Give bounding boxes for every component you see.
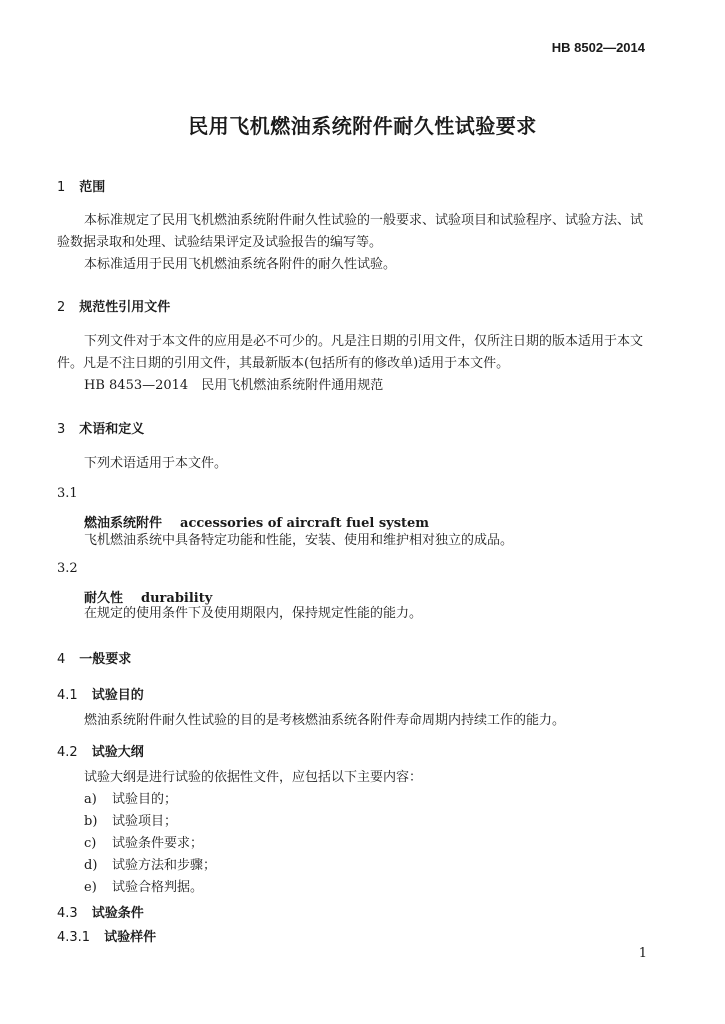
- term-english: durability: [141, 591, 213, 606]
- list-text: 试验目的；: [112, 792, 178, 807]
- section-number: 2: [57, 300, 66, 315]
- term-number: 3.1: [57, 486, 78, 501]
- term-number: 3.2: [57, 561, 78, 576]
- subsection-4-3-1-heading: [57, 926, 156, 945]
- paragraph: 下列术语适用于本文件。: [84, 456, 228, 471]
- section-4-heading: [57, 648, 131, 667]
- list-marker: e): [84, 880, 97, 895]
- paragraph-line: 验数据录取和处理、试验结果评定及试验报告的编写等。: [57, 235, 383, 250]
- list-marker: a): [84, 792, 97, 807]
- term-chinese: 耐久性: [84, 591, 124, 606]
- section-1-heading: [57, 176, 105, 195]
- subsection-4-3-heading: [57, 902, 144, 921]
- term-definition: 飞机燃油系统中具备特定功能和性能，安装、使用和维护相对独立的成品。: [84, 533, 514, 548]
- section-title: 试验样件: [104, 930, 157, 945]
- section-title: 一般要求: [79, 652, 132, 667]
- section-title: 试验目的: [91, 688, 144, 703]
- section-number: 4.2: [57, 745, 78, 760]
- list-text: 试验合格判据。: [112, 880, 204, 895]
- term-entry: [84, 512, 429, 531]
- paragraph-line: 件。凡是不注日期的引用文件，其最新版本(包括所有的修改单)适用于本文件。: [57, 356, 510, 371]
- term-english: accessories of aircraft fuel system: [180, 516, 430, 531]
- section-3-heading: [57, 418, 144, 437]
- paragraph: 试验大纲是进行试验的依据性文件，应包括以下主要内容：: [84, 770, 423, 785]
- list-marker: b): [84, 814, 98, 829]
- list-item: [84, 789, 177, 811]
- section-title: 规范性引用文件: [79, 300, 171, 315]
- paragraph: 本标准适用于民用飞机燃油系统各附件的耐久性试验。: [84, 257, 397, 272]
- list-marker: d): [84, 858, 98, 873]
- list-text: 试验条件要求；: [112, 836, 204, 851]
- section-number: 4.1: [57, 688, 78, 703]
- term-definition: 在规定的使用条件下及使用期限内，保持规定性能的能力。: [84, 606, 423, 621]
- section-title: 试验条件: [91, 906, 144, 921]
- list-item: [84, 855, 216, 877]
- list-item: [84, 811, 177, 833]
- section-number: 3: [57, 422, 66, 437]
- standard-number: HB 8502—2014: [551, 40, 645, 55]
- section-number: 4.3.1: [57, 930, 91, 945]
- list-item: [84, 833, 203, 855]
- paragraph-line: 本标准规定了民用飞机燃油系统附件耐久性试验的一般要求、试验项目和试验程序、试验方法、试: [84, 213, 644, 228]
- paragraph-line: 下列文件对于本文件的应用是必不可少的。凡是注日期的引用文件，仅所注日期的版本适用于本文: [84, 334, 644, 349]
- section-title: 术语和定义: [79, 422, 145, 437]
- list-text: 试验项目；: [112, 814, 178, 829]
- list-text: 试验方法和步骤；: [112, 858, 217, 873]
- list-item: [84, 877, 203, 899]
- normative-reference: HB 8453—2014 民用飞机燃油系统附件通用规范: [84, 378, 384, 393]
- section-number: 4.3: [57, 906, 78, 921]
- document-title: 民用飞机燃油系统附件耐久性试验要求: [188, 114, 537, 138]
- section-2-heading: [57, 296, 170, 315]
- section-number: 4: [57, 652, 66, 667]
- section-title: 范围: [79, 180, 106, 195]
- section-title: 试验大纲: [91, 745, 144, 760]
- subsection-4-1-heading: [57, 684, 144, 703]
- page-number: 1: [638, 946, 647, 961]
- list-marker: c): [84, 836, 97, 851]
- paragraph: 燃油系统附件耐久性试验的目的是考核燃油系统各附件寿命周期内持续工作的能力。: [84, 713, 566, 728]
- section-number: 1: [57, 180, 66, 195]
- term-chinese: 燃油系统附件: [84, 516, 163, 531]
- subsection-4-2-heading: [57, 741, 144, 760]
